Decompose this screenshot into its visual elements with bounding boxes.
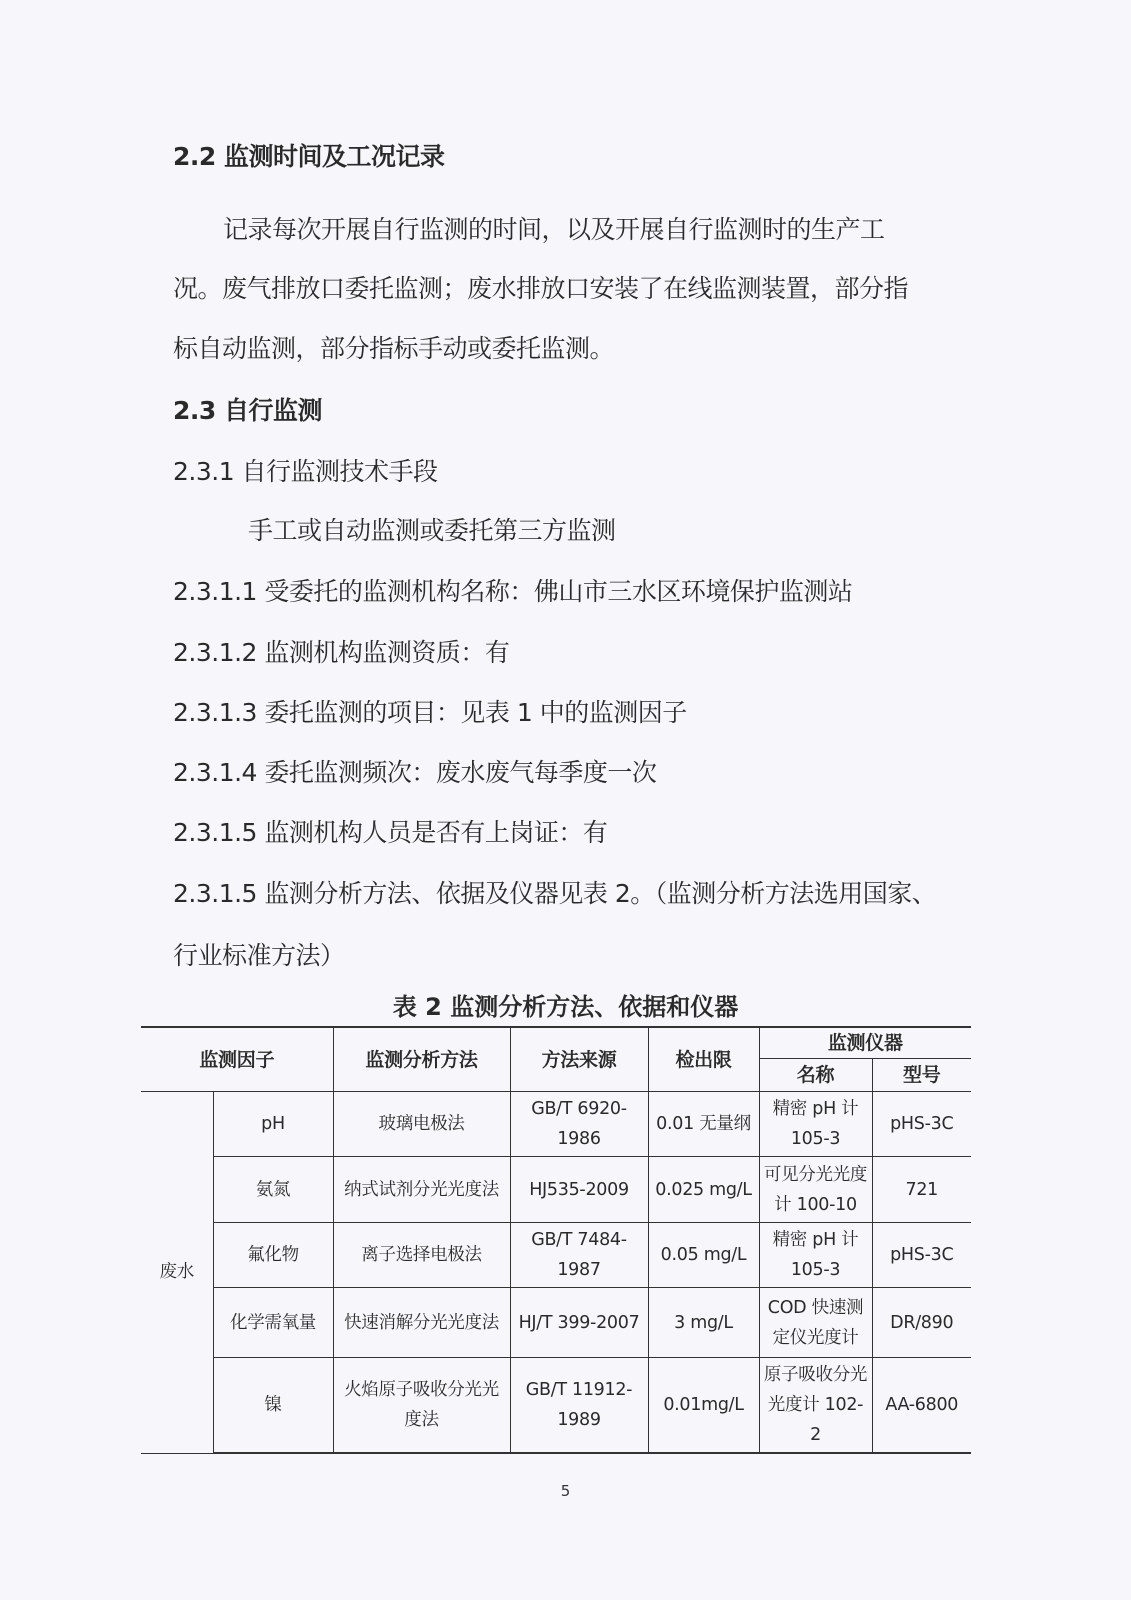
analysis-line: 行业标准方法） [173, 941, 345, 970]
limit-cell: 0.01mg/L [648, 1358, 759, 1454]
table-title: 表 2 监测分析方法、依据和仪器 [392, 993, 739, 1021]
factor-cell: 化学需氧量 [213, 1288, 333, 1358]
factor-cell: 氨氮 [213, 1157, 333, 1223]
table-row [141, 1092, 971, 1157]
instrument-name-cell: 精密 pH 计 105-3 [759, 1223, 872, 1288]
source-cell: HJ535-2009 [510, 1157, 648, 1223]
source-cell: HJ/T 399-2007 [510, 1288, 648, 1358]
source-cell: GB/T 6920-1986 [510, 1092, 648, 1157]
table-row [141, 1288, 971, 1358]
page-number: 5 [560, 1482, 571, 1500]
table-row [141, 1358, 971, 1454]
item-2-3-1-3: 2.3.1.3 委托监测的项目：见表 1 中的监测因子 [173, 698, 687, 727]
item-2-3-1-2: 2.3.1.2 监测机构监测资质：有 [173, 638, 510, 667]
header-instrument-model: 型号 [872, 1059, 971, 1092]
instrument-name-cell: 可见分光光度计 100-10 [759, 1157, 872, 1223]
item-2-3-1-4: 2.3.1.4 委托监测频次：废水废气每季度一次 [173, 758, 657, 787]
method-cell: 纳式试剂分光光度法 [333, 1157, 510, 1223]
paragraph-line: 况。废气排放口委托监测；废水排放口安装了在线监测装置，部分指 [173, 274, 909, 303]
header-factor: 监测因子 [141, 1027, 333, 1092]
header-instrument: 监测仪器 [759, 1027, 971, 1059]
instrument-model-cell: pHS-3C [872, 1092, 971, 1157]
instrument-name-cell: 原子吸收分光光度计 102-2 [759, 1358, 872, 1454]
source-cell: GB/T 7484-1987 [510, 1223, 648, 1288]
header-source: 方法来源 [510, 1027, 648, 1092]
section-heading-2-2: 2.2 监测时间及工况记录 [173, 142, 445, 171]
factor-cell: pH [213, 1092, 333, 1157]
category-cell: 废水 [141, 1092, 213, 1454]
paragraph-line: 标自动监测，部分指标手动或委托监测。 [173, 334, 615, 363]
technique-text: 手工或自动监测或委托第三方监测 [248, 516, 616, 545]
item-2-3-1-1: 2.3.1.1 受委托的监测机构名称：佛山市三水区环境保护监测站 [173, 577, 853, 606]
method-cell: 快速消解分光光度法 [333, 1288, 510, 1358]
method-cell: 玻璃电极法 [333, 1092, 510, 1157]
header-limit: 检出限 [648, 1027, 759, 1092]
subsection-heading-2-3-1: 2.3.1 自行监测技术手段 [173, 457, 438, 486]
instrument-model-cell: pHS-3C [872, 1223, 971, 1288]
header-instrument-name: 名称 [759, 1059, 872, 1092]
analysis-line: 2.3.1.5 监测分析方法、依据及仪器见表 2。（监测分析方法选用国家、 [173, 879, 937, 908]
monitoring-methods-table [141, 1026, 971, 1454]
instrument-model-cell: AA-6800 [872, 1358, 971, 1454]
instrument-model-cell: DR/890 [872, 1288, 971, 1358]
instrument-name-cell: 精密 pH 计 105-3 [759, 1092, 872, 1157]
source-cell: GB/T 11912-1989 [510, 1358, 648, 1454]
limit-cell: 3 mg/L [648, 1288, 759, 1358]
instrument-model-cell: 721 [872, 1157, 971, 1223]
limit-cell: 0.025 mg/L [648, 1157, 759, 1223]
header-method: 监测分析方法 [333, 1027, 510, 1092]
limit-cell: 0.05 mg/L [648, 1223, 759, 1288]
section-heading-2-3: 2.3 自行监测 [173, 396, 322, 425]
instrument-name-cell: COD 快速测定仪光度计 [759, 1288, 872, 1358]
table-row [141, 1157, 971, 1223]
factor-cell: 氟化物 [213, 1223, 333, 1288]
factor-cell: 镍 [213, 1358, 333, 1454]
method-cell: 火焰原子吸收分光光度法 [333, 1358, 510, 1454]
table-row [141, 1223, 971, 1288]
method-cell: 离子选择电极法 [333, 1223, 510, 1288]
item-2-3-1-5: 2.3.1.5 监测机构人员是否有上岗证：有 [173, 818, 608, 847]
limit-cell: 0.01 无量纲 [648, 1092, 759, 1157]
paragraph-line: 记录每次开展自行监测的时间，以及开展自行监测时的生产工 [223, 215, 885, 244]
